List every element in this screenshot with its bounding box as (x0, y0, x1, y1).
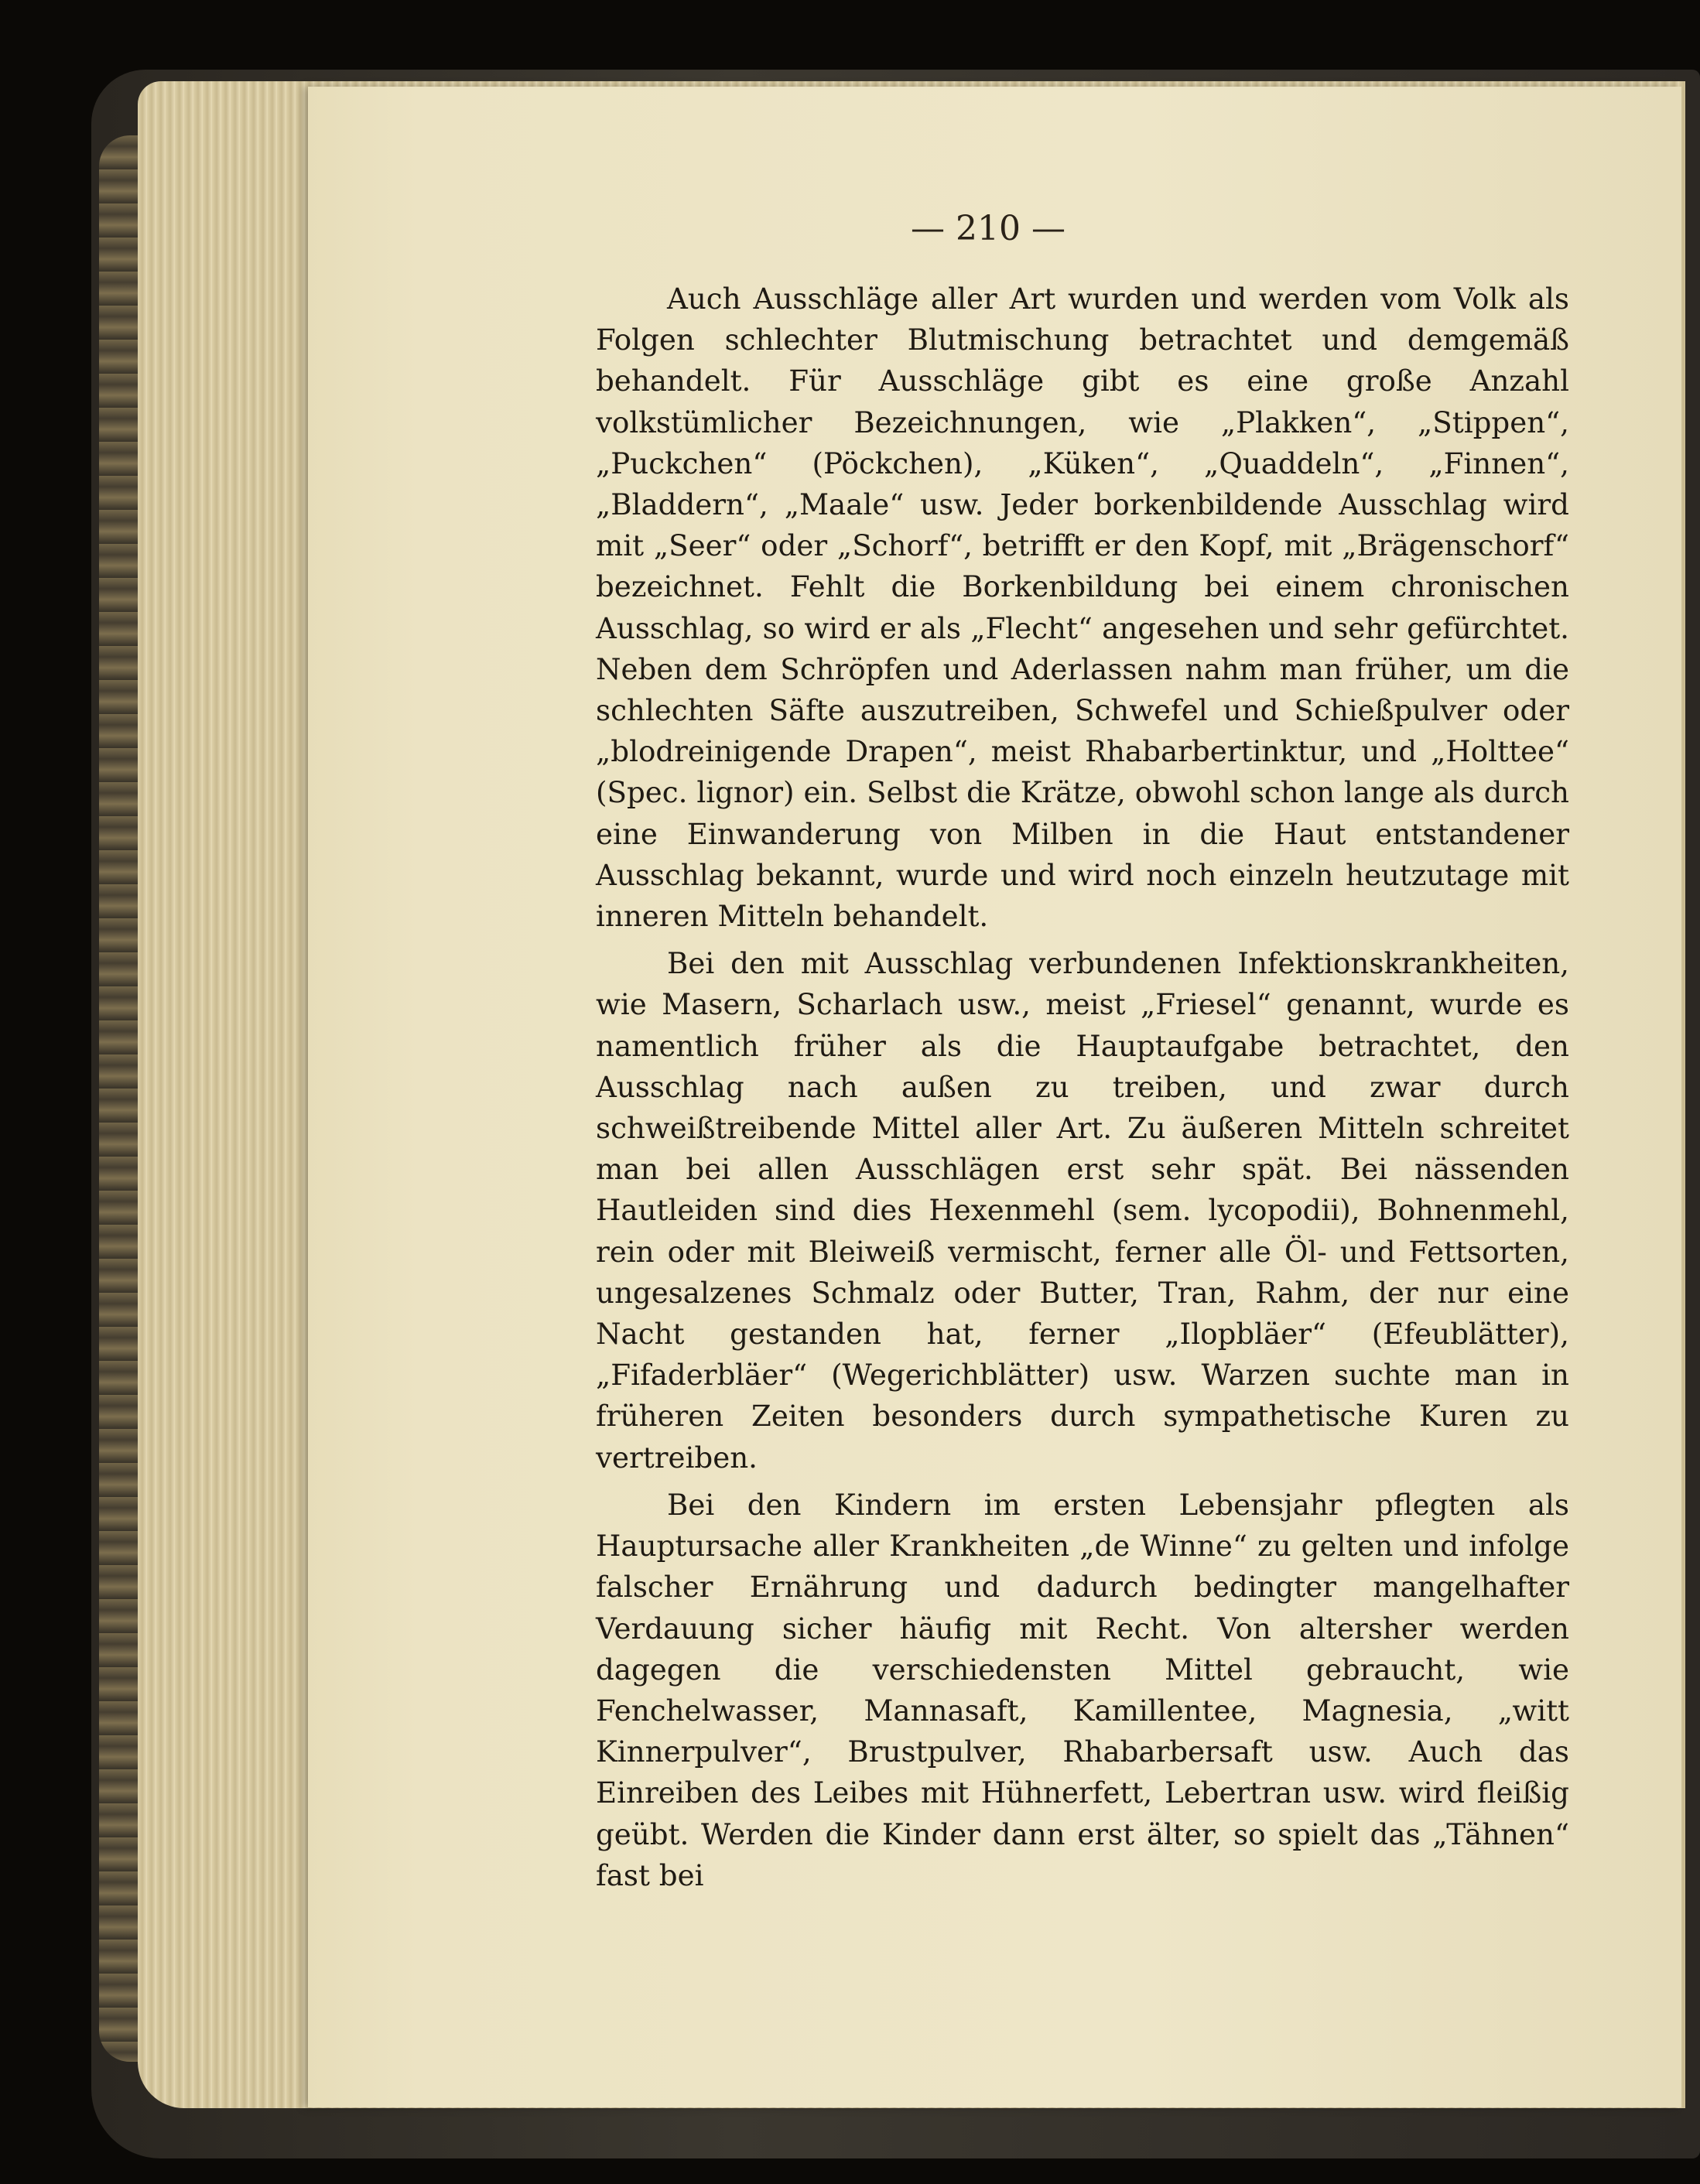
page-number: — 210 — (911, 209, 1065, 248)
paragraph: Bei den mit Ausschlag verbundenen Infektionskrankheiten, wie Masern, Scharlach usw., meist „Friesel“ genannt, wurde es namentlich früher als die Hauptaufgabe betrachtet, den Ausschlag nach außen zu treiben, und zwar durch schweißtreibende Mittel aller Art. Zu äußeren Mitteln schreitet man bei allen Ausschlägen erst sehr spät. Bei nässenden Hautleiden sind dies Hexenmehl (sem. lycopodii), Bohnenmehl, rein oder mit Bleiweiß vermischt, ferner alle Öl- und Fettsorten, ungesalzenes Schmalz oder Butter, Tran, Rahm, der nur eine Nacht gestanden hat, ferner „Ilopbläer“ (Efeublätter), „Fifaderbläer“ (Wegerichblätter) usw. Warzen suchte man in früheren Zeiten besonders durch sympathetische Kuren zu vertreiben. (596, 946, 1569, 1475)
paragraph: Auch Ausschläge aller Art wurden und werden vom Volk als Folgen schlechter Blutmischung betrachtet und demgemäß behandelt. Für Ausschläge gibt es eine große Anzahl volkstümlicher Bezeichnungen, wie „Plakken“, „Stippen“, „Puckchen“ (Pöckchen), „Küken“, „Quaddeln“, „Finnen“, „Bladdern“, „Maale“ usw. Jeder borkenbildende Ausschlag wird mit „Seer“ oder „Schorf“, betrifft er den Kopf, mit „Brägenschorf“ bezeichnet. Fehlt die Borkenbildung bei einem chronischen Ausschlag, so wird er als „Flecht“ angesehen und sehr gefürchtet. Neben dem Schröpfen und Aderlassen nahm man früher, um die schlechten Säfte auszutreiben, Schwefel und Schießpulver oder „blodreinigende Drapen“, meist Rhabarbertinktur, und „Holttee“ (Spec. lignor) ein. Selbst die Krätze, obwohl schon lange als durch eine Einwanderung von Milben in die Haut entstandener Ausschlag bekannt, wurde und wird noch einzeln heutzutage mit inneren Mitteln behandelt. (596, 282, 1569, 934)
paragraph: Bei den Kindern im ersten Lebensjahr pflegten als Hauptursache aller Krankheiten „de Winne“ zu gelten und infolge falscher Ernährung und dadurch bedingter mangelhafter Verdauung sicher häufig mit Recht. Von altersher werden dagegen die verschiedensten Mittel gebraucht, wie Fenchelwasser, Mannasaft, Kamillentee, Magnesia, „witt Kinnerpulver“, Brustpulver, Rhabarbersaft usw. Auch das Einreiben des Leibes mit Hühnerfett, Lebertran usw. wird fleißig geübt. Werden die Kinder dann erst älter, so spielt das „Tähnen“ fast bei (596, 1487, 1569, 1892)
page-text (596, 279, 1569, 1902)
